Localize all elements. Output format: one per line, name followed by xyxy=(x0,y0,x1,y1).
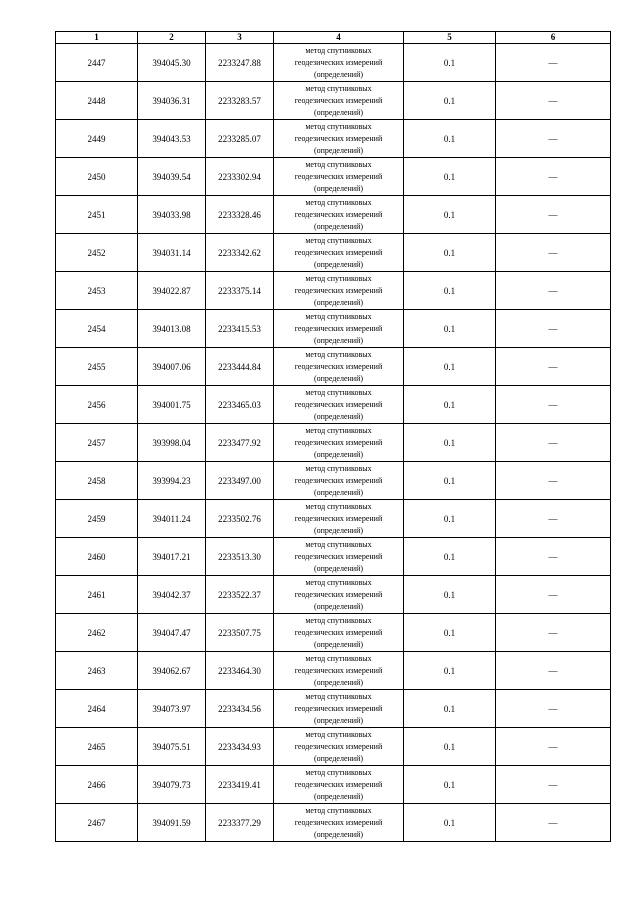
table-row xyxy=(56,424,611,462)
y-coordinate-cell: 2233464.30 xyxy=(206,652,274,690)
y-coordinate-cell: 2233444.84 xyxy=(206,348,274,386)
method-line-2: геодезических измерений xyxy=(294,779,383,789)
accuracy-cell: 0.1 xyxy=(404,158,496,196)
method-line-1: метод спутниковых xyxy=(305,425,372,435)
table-row xyxy=(56,196,611,234)
accuracy-cell: 0.1 xyxy=(404,690,496,728)
method-cell xyxy=(274,804,404,842)
description-cell: — xyxy=(496,652,611,690)
point-number-cell: 2462 xyxy=(56,614,138,652)
y-coordinate-cell: 2233247.88 xyxy=(206,44,274,82)
accuracy-cell: 0.1 xyxy=(404,652,496,690)
method-line-1: метод спутниковых xyxy=(305,539,372,549)
table-header xyxy=(56,32,611,44)
method-cell xyxy=(274,386,404,424)
description-cell: — xyxy=(496,728,611,766)
method-line-1: метод спутниковых xyxy=(305,197,372,207)
description-cell: — xyxy=(496,44,611,82)
x-coordinate-cell: 394091.59 xyxy=(138,804,206,842)
method-line-2: геодезических измерений xyxy=(294,627,383,637)
method-cell xyxy=(274,348,404,386)
table-row xyxy=(56,462,611,500)
table-row xyxy=(56,652,611,690)
method-line-2: геодезических измерений xyxy=(294,285,383,295)
description-cell: — xyxy=(496,462,611,500)
x-coordinate-cell: 394043.53 xyxy=(138,120,206,158)
method-line-3: (определений) xyxy=(313,145,364,155)
point-number-cell: 2450 xyxy=(56,158,138,196)
method-line-1: метод спутниковых xyxy=(305,691,372,701)
method-line-3: (определений) xyxy=(313,449,364,459)
x-coordinate-cell: 394011.24 xyxy=(138,500,206,538)
y-coordinate-cell: 2233328.46 xyxy=(206,196,274,234)
description-cell: — xyxy=(496,82,611,120)
x-coordinate-cell: 394036.31 xyxy=(138,82,206,120)
method-line-2: геодезических измерений xyxy=(294,57,383,67)
description-cell: — xyxy=(496,348,611,386)
y-coordinate-cell: 2233522.37 xyxy=(206,576,274,614)
coordinates-table xyxy=(55,31,611,842)
x-coordinate-cell: 394073.97 xyxy=(138,690,206,728)
method-line-1: метод спутниковых xyxy=(305,121,372,131)
description-cell: — xyxy=(496,158,611,196)
method-line-2: геодезических измерений xyxy=(294,133,383,143)
header-col-6: 6 xyxy=(496,32,611,44)
x-coordinate-cell: 394047.47 xyxy=(138,614,206,652)
method-line-3: (определений) xyxy=(313,525,364,535)
x-coordinate-cell: 393994.23 xyxy=(138,462,206,500)
method-line-2: геодезических измерений xyxy=(294,95,383,105)
header-col-5: 5 xyxy=(404,32,496,44)
method-line-3: (определений) xyxy=(313,411,364,421)
method-line-2: геодезических измерений xyxy=(294,513,383,523)
y-coordinate-cell: 2233285.07 xyxy=(206,120,274,158)
accuracy-cell: 0.1 xyxy=(404,348,496,386)
method-line-3: (определений) xyxy=(313,259,364,269)
method-cell xyxy=(274,272,404,310)
point-number-cell: 2460 xyxy=(56,538,138,576)
description-cell: — xyxy=(496,386,611,424)
accuracy-cell: 0.1 xyxy=(404,804,496,842)
y-coordinate-cell: 2233502.76 xyxy=(206,500,274,538)
method-cell xyxy=(274,120,404,158)
method-line-1: метод спутниковых xyxy=(305,349,372,359)
method-line-1: метод спутниковых xyxy=(305,615,372,625)
y-coordinate-cell: 2233375.14 xyxy=(206,272,274,310)
table-row xyxy=(56,690,611,728)
y-coordinate-cell: 2233302.94 xyxy=(206,158,274,196)
method-line-1: метод спутниковых xyxy=(305,159,372,169)
description-cell: — xyxy=(496,614,611,652)
method-line-1: метод спутниковых xyxy=(305,273,372,283)
x-coordinate-cell: 394075.51 xyxy=(138,728,206,766)
method-line-1: метод спутниковых xyxy=(305,501,372,511)
x-coordinate-cell: 394031.14 xyxy=(138,234,206,272)
method-cell xyxy=(274,766,404,804)
point-number-cell: 2449 xyxy=(56,120,138,158)
accuracy-cell: 0.1 xyxy=(404,576,496,614)
table-row xyxy=(56,766,611,804)
point-number-cell: 2448 xyxy=(56,82,138,120)
method-cell xyxy=(274,424,404,462)
x-coordinate-cell: 394033.98 xyxy=(138,196,206,234)
y-coordinate-cell: 2233342.62 xyxy=(206,234,274,272)
method-line-2: геодезических измерений xyxy=(294,247,383,257)
header-col-2: 2 xyxy=(138,32,206,44)
header-col-1: 1 xyxy=(56,32,138,44)
table-body xyxy=(56,44,611,842)
x-coordinate-cell: 394045.30 xyxy=(138,44,206,82)
method-line-3: (определений) xyxy=(313,487,364,497)
accuracy-cell: 0.1 xyxy=(404,310,496,348)
method-line-3: (определений) xyxy=(313,715,364,725)
point-number-cell: 2455 xyxy=(56,348,138,386)
description-cell: — xyxy=(496,120,611,158)
table-row xyxy=(56,82,611,120)
method-cell xyxy=(274,728,404,766)
x-coordinate-cell: 394042.37 xyxy=(138,576,206,614)
table-row xyxy=(56,272,611,310)
method-line-2: геодезических измерений xyxy=(294,817,383,827)
accuracy-cell: 0.1 xyxy=(404,44,496,82)
method-line-3: (определений) xyxy=(313,639,364,649)
table-row xyxy=(56,348,611,386)
method-cell xyxy=(274,44,404,82)
accuracy-cell: 0.1 xyxy=(404,728,496,766)
accuracy-cell: 0.1 xyxy=(404,120,496,158)
x-coordinate-cell: 394007.06 xyxy=(138,348,206,386)
method-cell xyxy=(274,196,404,234)
y-coordinate-cell: 2233434.93 xyxy=(206,728,274,766)
table-row xyxy=(56,804,611,842)
method-line-3: (определений) xyxy=(313,829,364,839)
method-line-2: геодезических измерений xyxy=(294,703,383,713)
y-coordinate-cell: 2233507.75 xyxy=(206,614,274,652)
table-row xyxy=(56,310,611,348)
method-line-1: метод спутниковых xyxy=(305,577,372,587)
method-line-2: геодезических измерений xyxy=(294,171,383,181)
method-line-3: (определений) xyxy=(313,677,364,687)
method-line-2: геодезических измерений xyxy=(294,551,383,561)
method-line-1: метод спутниковых xyxy=(305,311,372,321)
table-row xyxy=(56,120,611,158)
method-cell xyxy=(274,310,404,348)
description-cell: — xyxy=(496,234,611,272)
accuracy-cell: 0.1 xyxy=(404,462,496,500)
description-cell: — xyxy=(496,196,611,234)
description-cell: — xyxy=(496,766,611,804)
method-cell xyxy=(274,462,404,500)
table-row xyxy=(56,44,611,82)
x-coordinate-cell: 393998.04 xyxy=(138,424,206,462)
accuracy-cell: 0.1 xyxy=(404,82,496,120)
description-cell: — xyxy=(496,500,611,538)
method-cell xyxy=(274,614,404,652)
method-line-2: геодезических измерений xyxy=(294,741,383,751)
method-line-1: метод спутниковых xyxy=(305,45,372,55)
method-line-1: метод спутниковых xyxy=(305,653,372,663)
method-line-3: (определений) xyxy=(313,183,364,193)
table-row xyxy=(56,386,611,424)
x-coordinate-cell: 394013.08 xyxy=(138,310,206,348)
accuracy-cell: 0.1 xyxy=(404,424,496,462)
point-number-cell: 2453 xyxy=(56,272,138,310)
method-cell xyxy=(274,690,404,728)
table-row xyxy=(56,234,611,272)
point-number-cell: 2463 xyxy=(56,652,138,690)
x-coordinate-cell: 394017.21 xyxy=(138,538,206,576)
x-coordinate-cell: 394079.73 xyxy=(138,766,206,804)
method-line-2: геодезических измерений xyxy=(294,323,383,333)
method-line-1: метод спутниковых xyxy=(305,235,372,245)
accuracy-cell: 0.1 xyxy=(404,196,496,234)
method-cell xyxy=(274,234,404,272)
method-line-1: метод спутниковых xyxy=(305,805,372,815)
method-cell xyxy=(274,82,404,120)
table-row xyxy=(56,728,611,766)
x-coordinate-cell: 394039.54 xyxy=(138,158,206,196)
y-coordinate-cell: 2233497.00 xyxy=(206,462,274,500)
accuracy-cell: 0.1 xyxy=(404,500,496,538)
point-number-cell: 2454 xyxy=(56,310,138,348)
y-coordinate-cell: 2233477.92 xyxy=(206,424,274,462)
method-line-3: (определений) xyxy=(313,221,364,231)
point-number-cell: 2466 xyxy=(56,766,138,804)
method-line-1: метод спутниковых xyxy=(305,729,372,739)
point-number-cell: 2456 xyxy=(56,386,138,424)
y-coordinate-cell: 2233377.29 xyxy=(206,804,274,842)
header-col-4: 4 xyxy=(274,32,404,44)
method-line-2: геодезических измерений xyxy=(294,399,383,409)
method-line-2: геодезических измерений xyxy=(294,209,383,219)
x-coordinate-cell: 394001.75 xyxy=(138,386,206,424)
table-row xyxy=(56,576,611,614)
x-coordinate-cell: 394022.87 xyxy=(138,272,206,310)
y-coordinate-cell: 2233434.56 xyxy=(206,690,274,728)
method-line-3: (определений) xyxy=(313,69,364,79)
accuracy-cell: 0.1 xyxy=(404,272,496,310)
point-number-cell: 2467 xyxy=(56,804,138,842)
method-line-1: метод спутниковых xyxy=(305,83,372,93)
description-cell: — xyxy=(496,310,611,348)
table-row xyxy=(56,500,611,538)
accuracy-cell: 0.1 xyxy=(404,386,496,424)
method-line-3: (определений) xyxy=(313,297,364,307)
method-line-3: (определений) xyxy=(313,753,364,763)
x-coordinate-cell: 394062.67 xyxy=(138,652,206,690)
point-number-cell: 2458 xyxy=(56,462,138,500)
table-row xyxy=(56,614,611,652)
point-number-cell: 2447 xyxy=(56,44,138,82)
method-line-1: метод спутниковых xyxy=(305,387,372,397)
header-row xyxy=(56,32,611,44)
description-cell: — xyxy=(496,576,611,614)
method-line-3: (определений) xyxy=(313,335,364,345)
description-cell: — xyxy=(496,538,611,576)
method-cell xyxy=(274,538,404,576)
method-line-2: геодезических измерений xyxy=(294,437,383,447)
accuracy-cell: 0.1 xyxy=(404,766,496,804)
method-line-1: метод спутниковых xyxy=(305,463,372,473)
y-coordinate-cell: 2233465.03 xyxy=(206,386,274,424)
point-number-cell: 2451 xyxy=(56,196,138,234)
y-coordinate-cell: 2233419.41 xyxy=(206,766,274,804)
point-number-cell: 2465 xyxy=(56,728,138,766)
method-line-3: (определений) xyxy=(313,563,364,573)
method-line-2: геодезических измерений xyxy=(294,361,383,371)
y-coordinate-cell: 2233415.53 xyxy=(206,310,274,348)
point-number-cell: 2457 xyxy=(56,424,138,462)
method-line-1: метод спутниковых xyxy=(305,767,372,777)
method-cell xyxy=(274,652,404,690)
description-cell: — xyxy=(496,424,611,462)
method-line-3: (определений) xyxy=(313,373,364,383)
method-cell xyxy=(274,576,404,614)
method-line-3: (определений) xyxy=(313,107,364,117)
header-col-3: 3 xyxy=(206,32,274,44)
accuracy-cell: 0.1 xyxy=(404,538,496,576)
method-line-3: (определений) xyxy=(313,601,364,611)
method-line-3: (определений) xyxy=(313,791,364,801)
method-line-2: геодезических измерений xyxy=(294,665,383,675)
description-cell: — xyxy=(496,690,611,728)
point-number-cell: 2459 xyxy=(56,500,138,538)
y-coordinate-cell: 2233513.30 xyxy=(206,538,274,576)
point-number-cell: 2464 xyxy=(56,690,138,728)
description-cell: — xyxy=(496,804,611,842)
table-row xyxy=(56,538,611,576)
method-cell xyxy=(274,158,404,196)
point-number-cell: 2461 xyxy=(56,576,138,614)
description-cell: — xyxy=(496,272,611,310)
y-coordinate-cell: 2233283.57 xyxy=(206,82,274,120)
point-number-cell: 2452 xyxy=(56,234,138,272)
method-line-2: геодезических измерений xyxy=(294,589,383,599)
accuracy-cell: 0.1 xyxy=(404,614,496,652)
method-line-2: геодезических измерений xyxy=(294,475,383,485)
method-cell xyxy=(274,500,404,538)
accuracy-cell: 0.1 xyxy=(404,234,496,272)
table-row xyxy=(56,158,611,196)
